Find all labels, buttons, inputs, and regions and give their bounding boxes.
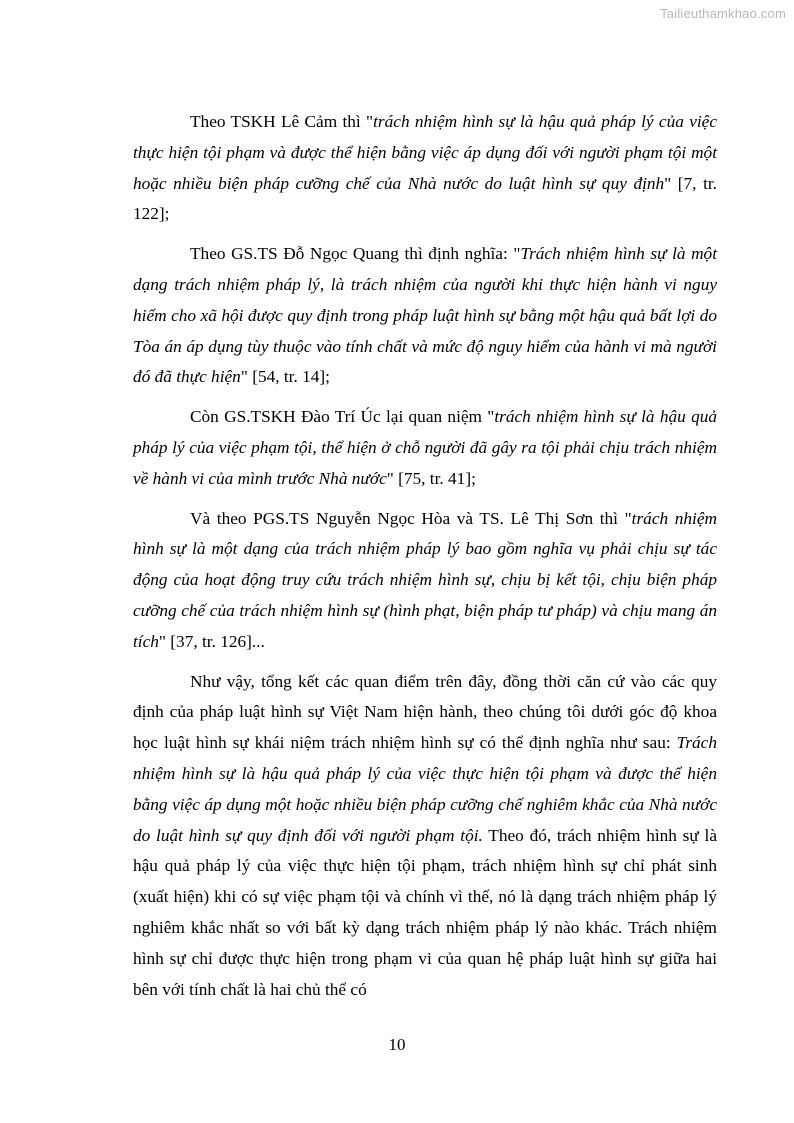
text-segment: Theo GS.TS Đỗ Ngọc Quang thì định nghĩa: " [190, 244, 521, 264]
citation: " [54, tr. 14]; [240, 367, 330, 387]
citation: " [7, tr. 122]; [133, 173, 717, 224]
quoted-definition: Trách nhiệm hình sự là một dạng trách nhiệm pháp lý, là trách nhiệm của người khi thực hiện hành vi nguy hiểm cho xã hội được quy định trong pháp luật hình sự bằng một hậu quả bất lợi do Tòa án áp dụng tùy thuộc vào tính chất và mức độ nguy hiểm của hành vi mà người đó đã thực hiện [133, 244, 718, 387]
paragraph [133, 239, 717, 393]
quoted-definition: trách nhiệm hình sự là hậu quả pháp lý của việc phạm tội, thể hiện ở chỗ người đã gây ra tội phải chịu trách nhiệm về hành vi của mình trước Nhà nước [133, 407, 718, 488]
paragraph [133, 107, 717, 230]
text-segment: Như vậy, tổng kết các quan điểm trên đây, đồng thời căn cứ vào các quy định của pháp luật hình sự Việt Nam hiện hành, theo chúng tôi dưới góc độ khoa học luật hình sự khái niệm trách nhiệm hình sự có thể định nghĩa như sau: [133, 671, 717, 753]
page-number: 10 [388, 1035, 406, 1054]
paragraph [133, 667, 717, 1006]
quoted-definition: trách nhiệm hình sự là hậu quả pháp lý của việc thực hiện tội phạm và được thể hiện bằng việc áp dụng đối với người phạm tội một hoặc nhiều biện pháp cưỡng chế của Nhà nước do luật hình sự quy định [133, 112, 718, 193]
citation: " [37, tr. 126]... [158, 631, 265, 651]
watermark: Tailieuthamkhao.com [660, 6, 786, 21]
text-segment: Còn GS.TSKH Đào Trí Úc lại quan niệm " [190, 407, 495, 427]
document-body [133, 107, 717, 1005]
author-definition: Trách nhiệm hình sự là hậu quả pháp lý của việc thực hiện tội phạm và được thể hiện bằng việc áp dụng một hoặc nhiều biện pháp cưỡng chế nghiêm khắc của Nhà nước do luật hình sự quy định đối với người phạm tội. [133, 733, 717, 845]
paragraph [133, 504, 717, 658]
text-segment: Và theo PGS.TS Nguyễn Ngọc Hòa và TS. Lê Thị Sơn thì " [190, 508, 632, 528]
paragraph [133, 402, 717, 494]
text-segment: Theo đó, trách nhiệm hình sự là hậu quả pháp lý của việc thực hiện tội phạm, trách nhiệm hình sự chỉ phát sinh (xuất hiện) khi có sự việc phạm tội và chính vì thế, nó là dạng trách nhiệm pháp lý nghiêm khắc nhất so với bất kỳ dạng trách nhiệm pháp lý nào khác. Trách nhiệm hình sự chỉ được thực hiện trong phạm vi của quan hệ pháp luật hình sự giữa hai bên với tính chất là hai chủ thể có [133, 825, 718, 999]
text-segment: Theo TSKH Lê Cảm thì " [190, 112, 374, 131]
citation: " [75, tr. 41]; [386, 468, 476, 488]
quoted-definition: trách nhiệm hình sự là một dạng của trách nhiệm pháp lý bao gồm nghĩa vụ phải chịu sự tác động của hoạt động truy cứu trách nhiệm hình sự, chịu bị kết tội, chịu biện pháp cưỡng chế của trách nhiệm hình sự (hình phạt, biện pháp tư pháp) và chịu mang án tích [133, 508, 717, 651]
